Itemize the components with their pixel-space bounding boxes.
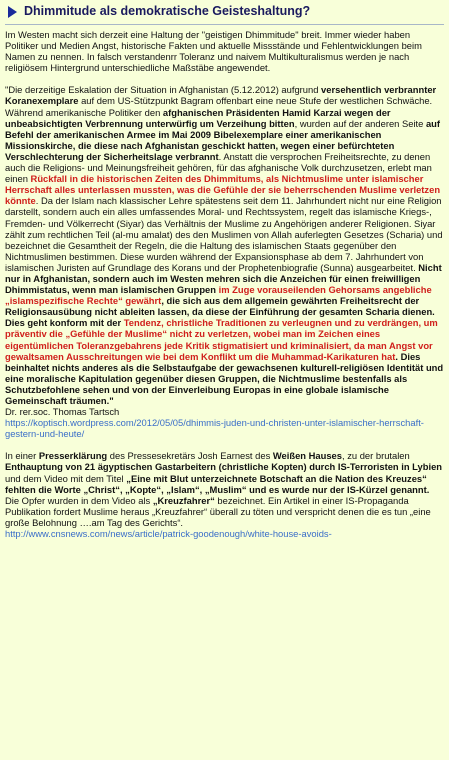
quote-bold: afghanischen Präsidenten Hamid Karzai wegen der unbeabsichtigten Verbrennung unterwürfig um Verzeihung bitten	[5, 106, 391, 129]
press-text: , zu der brutalen	[341, 450, 410, 462]
article-header	[5, 0, 444, 24]
press-bold: Presserklärung	[38, 450, 108, 462]
quote-paragraph	[5, 84, 444, 439]
quote-text: "Die derzeitige Eskalation der Situation in Afghanistan (5.12.2012) aufgrund	[5, 84, 322, 96]
quote-highlight: im Zuge vorauseilenden Gehorsams angebliche „islamspezifische Rechte“ gewährt	[5, 284, 432, 307]
press-text: In einer	[5, 450, 39, 462]
quote-bold: versehentlich verbrannter Koranexemplare	[5, 84, 437, 107]
press-source-link[interactable]: http://www.cnsnews.com/news/article/patrick-goodenough/white-house-avoids-	[5, 528, 332, 540]
triangle-bullet-icon	[8, 6, 17, 18]
quote-bold: auf Befehl der amerikanischen Armee im Mai 2009 Bibelexemplare einer amerikanischen Missionskirche, die diese nach Afghanistan geschickt hatten, wegen einer befürchteten Verschlechterung der Sicherheitslage verbrannt	[5, 117, 441, 162]
source-link[interactable]: https://koptisch.wordpress.com/2012/05/05/dhimmis-juden-und-christen-unter-islamischer-herrschaft-gestern-und-heute/	[5, 417, 424, 440]
press-paragraph	[5, 450, 444, 539]
press-bold: „Eine mit Blut unterzeichnete Botschaft an die Nation des Kreuzes“ fehlten die Worte „Christ“, „Kopte“, „Islam“, „Muslim“ und es wurde nur der IS-Kürzel genannt.	[5, 472, 430, 495]
quote-author: Dr. rer.soc. Thomas Tartsch	[5, 406, 120, 418]
press-text: Die Opfer wurden in dem Video als	[5, 494, 153, 506]
quote-bold: Nicht nur in Afghanistan, sondern auch im Westen mehren sich die Anzeichen für einen freiwilligen Dhimmistatus, wenn man islamischen Gruppen	[5, 261, 442, 296]
quote-text: . Da der Islam nach klassischer Lehre spätestens seit dem 11. Jahrhundert nicht nur eine Religion darstellt, sondern auch ein alles umfassendes Moral- und Rechtssystem, regelt das islamische Kriegs-, Fremden- und Völkerrecht (Siyar) das Verhältnis der Muslime zu Angehörigen anderer Religionen. Siyar zählt zum rechtlichen Teil (al-mu amalat) des den Muslimen von Allah auferlegten Gesetzes (Scharia) und bezeichnet die Gesamtheit der Regeln, die die Haltung des islamischen Staats gegenüber den Nichtmuslimen bestimmen. Diese wurden während der Expansionsphase ab dem 7. Jahrhundert von islamischen Juristen auf Grundlage des Korans und der Prophetenbiografie (Sunna) ausgearbeitet.	[5, 195, 443, 273]
press-text: des Pressesekretärs Josh Earnest des	[107, 450, 273, 462]
intro-paragraph: Im Westen macht sich derzeit eine Haltung der "geistigen Dhimmitude" breit. Immer wieder haben Politiker und Medien Angst, historische Fakten und aktuelle Missstände und Fehlentwicklungen beim Namen zu nennen. In falsch verstandenrr Toleranz und naivem Multikulturalismus werden je nach religiösem Hintergrund unterschiedliche Maßstäbe angewendet.	[5, 29, 422, 74]
quote-highlight: Tendenz, christliche Traditionen zu verleugnen und zu verdrängen, um präventiv die „Gefühle der Muslime“ nicht zu verletzen, wobei man im Zeichen eines eigentümlichen Toleranzgebahrens jede Kritik stigmatisiert und kriminalisiert, da man Angst vor gewaltsamen Ausschreitungen wie bei dem Konflikt um die Muhammad-Karikaturen hat	[5, 317, 438, 362]
spacer	[5, 439, 444, 450]
quote-highlight: Rückfall in die historischen Zeiten des Dhimmitums, als Nichtmuslime unter islamischer Herrschaft alles unterlassen mussten, was die Gefühle der sie beherrschenden Muslime verletzen könnte	[5, 173, 441, 207]
article-title: Dhimmitude als demokratische Geisteshaltung?	[24, 4, 311, 19]
press-bold: Weißen Hauses	[272, 450, 342, 462]
title-divider	[5, 24, 444, 25]
quote-bold: , die sich aus dem allgemein gewährten Freiheitsrecht der Religionsausübung nicht ableiten lassen, da diese der Einführung der gesamten Scharia dienen. Dies geht konform mit der	[5, 295, 435, 329]
quote-text: . Anstatt die versprochen Freiheitsrechte, zu denen auch die Religions- und Meinungsfreiheit gehören, für das afghanische Volk durchzusetzen, erlebt man einen	[5, 150, 432, 185]
quote-text: , wurden auf der anderen Seite	[294, 117, 426, 129]
press-bold: Enthauptung von 21 ägyptischen Gastarbeitern (christliche Kopten) durch IS-Terroristen in Lybien	[5, 461, 443, 473]
spacer	[5, 73, 444, 84]
quote-bold: . Dies beinhaltet nichts anderes als die Selbstaufgabe der gewachsenen kulturell-religiösen Identität und eine moralische Kapitulation gegenüber diesen Gruppen, die Nichtmuslime bestenfalls als Schutzbefohlene sehen und von der Einverleibung Europas in eine globale islamische Gemeinschaft träumen."	[5, 350, 444, 406]
press-text: bezeichnet. Ein Artikel in einer IS-Propaganda Publikation fordert Muslime heraus „Kreuzfahrer“ überall zu töten und verspricht denen die es tun „eine große Belohnung ….am Tag des Gerichts“.	[5, 494, 431, 528]
quote-text: auf dem US-Stützpunkt Bagram offenbart eine neue Stufe der westlichen Schwäche. Während amerikanische Politiker den	[5, 95, 433, 118]
press-bold: „Kreuzfahrer“	[152, 494, 215, 506]
press-text: und dem Video mit dem Titel	[5, 472, 127, 484]
